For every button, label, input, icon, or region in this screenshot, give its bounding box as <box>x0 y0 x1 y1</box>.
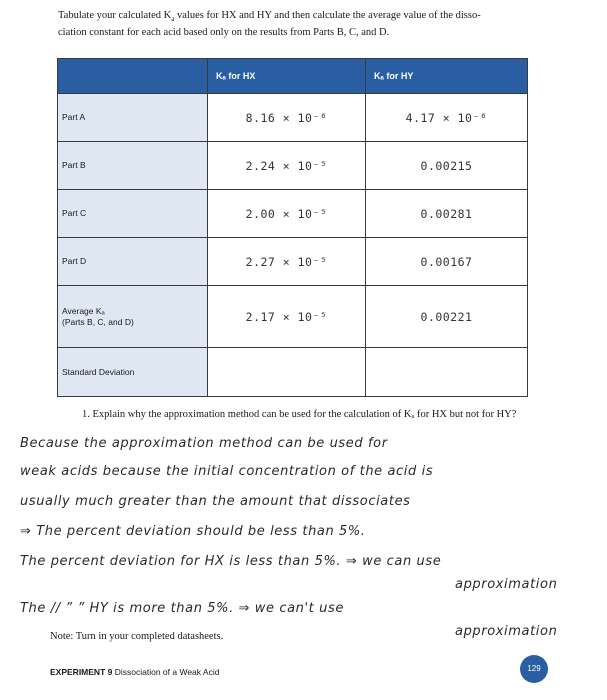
footer-experiment: EXPERIMENT 9 <box>50 667 113 677</box>
row-label: Standard Deviation <box>58 348 208 397</box>
instructions <box>58 9 558 40</box>
page-number-badge: 129 <box>520 655 548 683</box>
note: Note: Turn in your completed datasheets. <box>50 631 224 642</box>
cell-hx: 2.00 × 10⁻⁵ <box>208 190 366 238</box>
question-text: Explain why the approximation method can be used for the calculation of Kₐ for HX but not for HY? <box>92 409 517 420</box>
footer-title: Dissociation of a Weak Acid <box>112 667 220 677</box>
cell-hx: 2.27 × 10⁻⁵ <box>208 238 366 286</box>
cell-hx <box>208 348 366 397</box>
instructions-line2: ciation constant for each acid based only on the results from Parts B, C, and D. <box>58 27 390 39</box>
row-label: Part D <box>58 238 208 286</box>
answer-line: ⇒ The percent deviation should be less than 5%. <box>20 524 366 539</box>
table-row <box>58 94 528 142</box>
row-label-average <box>58 286 208 348</box>
average-label: Average Kₐ <box>62 305 105 316</box>
instructions-part1: Tabulate your calculated K <box>58 10 172 21</box>
answer-line: approximation <box>455 624 558 639</box>
table-header-row <box>58 59 528 94</box>
ka-datasheet-table <box>57 58 528 397</box>
instructions-sub: a <box>171 15 175 24</box>
header-ka-hx: Kₐ for HX <box>208 59 366 94</box>
cell-hy <box>366 348 528 397</box>
answer-line: The // ” ” HY is more than 5%. ⇒ we can't use <box>20 601 344 616</box>
row-label: Part C <box>58 190 208 238</box>
answer-line: weak acids because the initial concentration of the acid is <box>20 464 434 479</box>
average-sublabel: (Parts B, C, and D) <box>62 316 134 327</box>
row-label: Part B <box>58 142 208 190</box>
answer-line: usually much greater than the amount that dissociates <box>20 494 411 509</box>
cell-hx: 2.24 × 10⁻⁵ <box>208 142 366 190</box>
table-row <box>58 142 528 190</box>
answer-line: Because the approximation method can be used for <box>20 436 388 451</box>
cell-hx: 2.17 × 10⁻⁵ <box>208 286 366 348</box>
table-row <box>58 190 528 238</box>
header-empty <box>58 59 208 94</box>
question-1 <box>82 408 552 421</box>
table-row <box>58 286 528 348</box>
page-footer <box>50 667 219 677</box>
cell-hy: 4.17 × 10⁻⁶ <box>366 94 528 142</box>
cell-hx: 8.16 × 10⁻⁶ <box>208 94 366 142</box>
header-ka-hy: Kₐ for HY <box>366 59 528 94</box>
cell-hy: 0.00167 <box>366 238 528 286</box>
answer-line: The percent deviation for HX is less than 5%. ⇒ we can use <box>20 554 442 569</box>
cell-hy: 0.00221 <box>366 286 528 348</box>
table-row <box>58 348 528 397</box>
instructions-part2: values for HX and HY and then calculate the average value of the disso- <box>174 10 481 21</box>
table-row <box>58 238 528 286</box>
question-number: 1. <box>82 409 90 420</box>
row-label: Part A <box>58 94 208 142</box>
answer-line: approximation <box>455 577 558 592</box>
cell-hy: 0.00281 <box>366 190 528 238</box>
cell-hy: 0.00215 <box>366 142 528 190</box>
